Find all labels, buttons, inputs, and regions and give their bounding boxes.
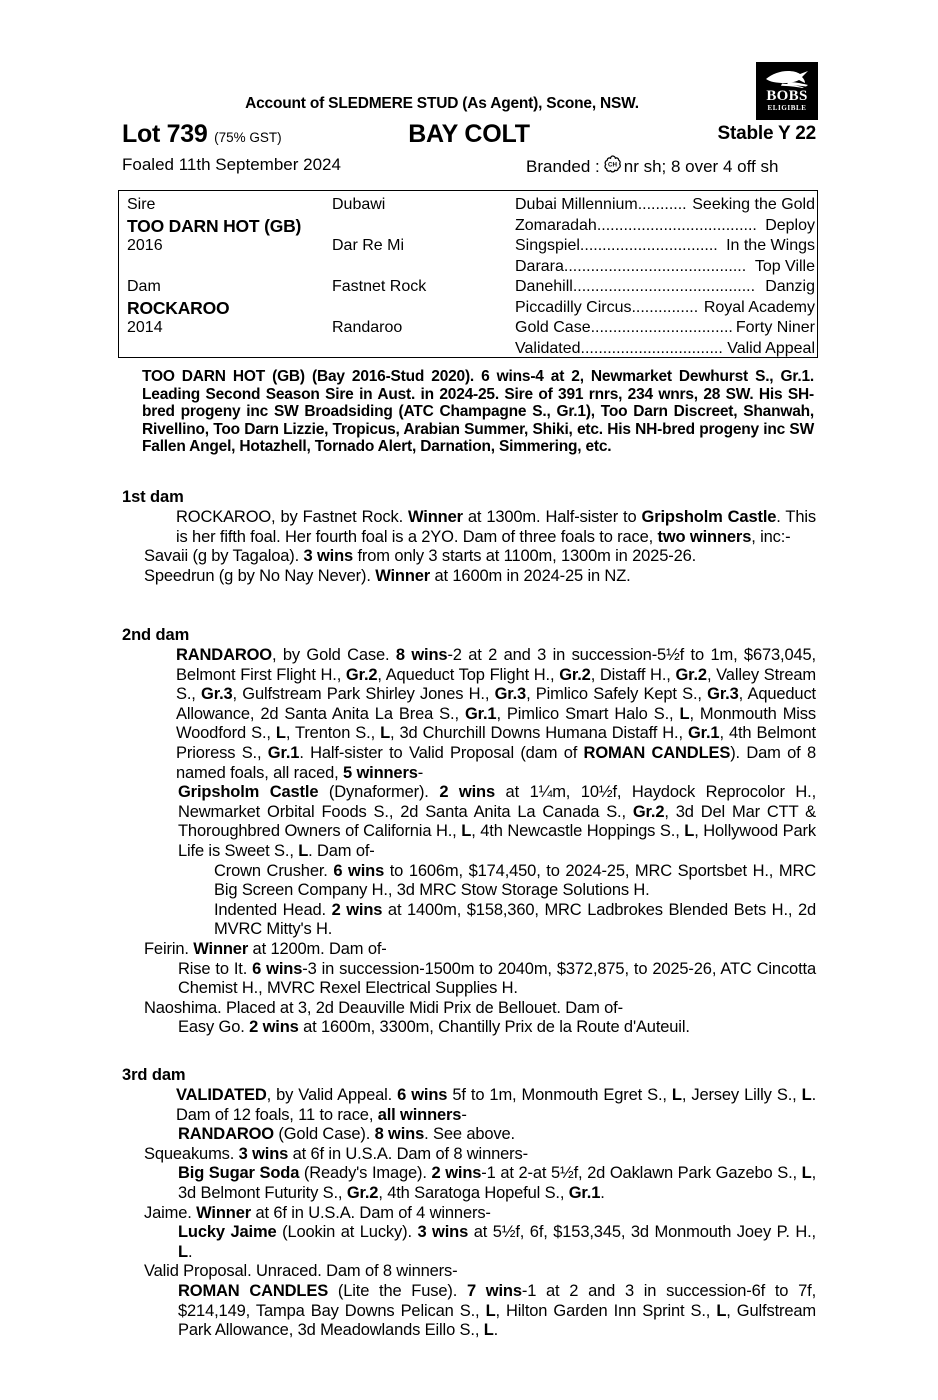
pedigree-col1: ROCKAROO: [127, 297, 230, 318]
third-dam-section: [122, 1066, 816, 1341]
pedigree-col1: Sire: [127, 196, 156, 213]
pedigree-col3-name: Validated................................: [515, 339, 723, 357]
pedigree-col3: [515, 339, 815, 360]
pedigree-col1: Dam: [127, 278, 161, 295]
first-dam-section: [122, 488, 816, 586]
pedigree-col3: [515, 257, 815, 278]
pedigree-col3-name: Danehill.........................................: [515, 278, 756, 295]
pedigree-entry: Easy Go. 2 wins at 1600m, 3300m, Chantilly Prix de la Route d'Auteuil.: [178, 1018, 690, 1037]
pedigree-row: [127, 236, 817, 257]
pedigree-col4: Royal Academy: [703, 298, 815, 316]
account-line: Account of SLEDMERE STUD (As Agent), Scone, NSW.: [245, 95, 639, 112]
brand-mark-icon: [603, 155, 622, 179]
pedigree-col4: In the Wings: [726, 237, 815, 254]
stable-number: Stable Y 22: [717, 123, 816, 144]
pedigree-entry: Big Sugar Soda (Ready's Image). 2 wins-1 at 2-at 5½f, 2d Oaklawn Park Gazebo S., L, 3d Belmont Futurity S., Gr.2, 4th Saratoga Hopeful S., Gr.1.: [178, 1164, 816, 1202]
pedigree-col2: Dubawi: [332, 196, 386, 213]
pedigree-col4: Deploy: [765, 216, 815, 234]
bobs-logo-subtitle: ELIGIBLE: [767, 104, 807, 112]
pedigree-entry: Feirin. Winner at 1200m. Dam of-: [144, 939, 387, 958]
second-dam-entries: [122, 646, 816, 1038]
pedigree-col1: 2014: [127, 319, 163, 336]
third-dam-heading: 3rd dam: [122, 1066, 186, 1084]
colour-and-sex: BAY COLT: [408, 120, 530, 148]
pedigree-col2: Randaroo: [332, 319, 403, 336]
pedigree-row: [127, 195, 817, 216]
pedigree-col3-name: Singspiel...............................: [515, 237, 718, 254]
branding-details: [526, 155, 778, 179]
pedigree-col3: [515, 277, 815, 298]
foaled-date: Foaled 11th September 2024: [122, 155, 341, 174]
first-dam-heading: 1st dam: [122, 488, 184, 506]
pedigree-col4: Top Ville: [754, 257, 815, 275]
pedigree-row: [127, 216, 817, 237]
pedigree-entry: Rise to It. 6 wins-3 in succession-1500m to 2040m, $372,875, to 2025-26, ATC Cincotta Chemist H., MVRC Rexel Electrical Supplies H.: [178, 959, 816, 998]
pedigree-col1: TOO DARN HOT (GB): [127, 215, 302, 236]
branded-description: nr sh; 8 over 4 off sh: [623, 157, 779, 176]
pedigree-col4: Forty Niner: [735, 319, 815, 336]
horse-head-icon: [764, 68, 810, 88]
bobs-logo-word: BOBS: [766, 88, 808, 104]
branded-label: Branded :: [526, 157, 600, 176]
pedigree-entry: ROCKAROO, by Fastnet Rock. Winner at 1300m. Half-sister to Gripsholm Castle. This is her fifth foal. Her fourth foal is a 2YO. Dam of three foals to race, two winners, inc:-: [176, 508, 816, 546]
pedigree-entry: Squeakums. 3 wins at 6f in U.S.A. Dam of 8 winners-: [144, 1144, 528, 1163]
pedigree-entry: Gripsholm Castle (Dynaformer). 2 wins at 1¼m, 10½f, Haydock Reprocolor H., Newmarket Orbital Foods S., 2d Santa Anita La Canada S., Gr.2, 3d Del Mar CTT & Thoroughbred Owners of California H., L, 4th Newcastle Hoppings S., L, Hollywood Park Life is Sweet S., L. Dam of-: [178, 783, 817, 860]
lot-number-text: Lot 739: [122, 120, 208, 148]
pedigree-entry: Speedrun (g by No Nay Never). Winner at 1600m in 2024-25 in NZ.: [144, 566, 631, 585]
second-dam-heading: 2nd dam: [122, 626, 190, 644]
pedigree-col2: Fastnet Rock: [332, 278, 427, 295]
pedigree-col3-name: Gold Case................................: [515, 319, 733, 336]
pedigree-col2: Dar Re Mi: [332, 237, 405, 254]
pedigree-row: [127, 277, 817, 298]
catalogue-page: [122, 0, 816, 1400]
pedigree-entry: Naoshima. Placed at 3, 2d Deauville Midi Prix de Bellouet. Dam of-: [144, 998, 623, 1017]
pedigree-entry: RANDAROO (Gold Case). 8 wins. See above.: [178, 1125, 515, 1144]
sire-summary-paragraph: TOO DARN HOT (GB) (Bay 2016-Stud 2020). 6 wins-4 at 2, Newmarket Dewhurst S., Gr.1. Leading Second Season Sire in Aust. in 2024-25. Sire of 391 rnrs, 234 wnrs, 28 SW. His SH-bred progeny inc SW Broadsiding (ATC Champagne S., Gr.1), Too Darn Discreet, Shanwah, Rivellino, Too Darn Lizzie, Tropicus, Arabian Summer, Shiki, etc. His NH-bred progeny inc SW Fallen Angel, Hotazhell, Tornado Alert, Darnation, Simmering, etc.: [142, 368, 814, 456]
pedigree-row: [127, 318, 817, 339]
pedigree-col4: Danzig: [765, 278, 815, 295]
pedigree-col1: 2016: [127, 237, 163, 254]
svg-text:CH: CH: [607, 161, 617, 169]
pedigree-entry: Savaii (g by Tagaloa). 3 wins from only 3 starts at 1100m, 1300m in 2025-26.: [144, 547, 697, 566]
pedigree-entry: RANDAROO, by Gold Case. 8 wins-2 at 2 and 3 in succession-5½f to 1m, $673,045, Belmont First Flight H., Gr.2, Aqueduct Top Flight H., Gr.2, Distaff H., Gr.2, Valley Stream S., Gr.3, Gulfstream Park Shirley Jones H., Gr.3, Pimlico Safely Kept S., Gr.3, Aqueduct Allowance, 2d Santa Anita La Brea S., Gr.1, Pimlico Smart Halo S., L, Monmouth Miss Woodford S., L, Trenton S., L, 3d Churchill Downs Humana Distaff H., Gr.1, 4th Belmont Prioress S., Gr.1. Half-sister to Valid Proposal (dam of ROMAN CANDLES). Dam of 8 named foals, all raced, 5 winners-: [176, 646, 817, 782]
pedigree-table: [118, 190, 818, 358]
pedigree-row: [127, 257, 817, 278]
pedigree-entry: Valid Proposal. Unraced. Dam of 8 winners-: [144, 1262, 458, 1281]
pedigree-col4: Valid Appeal: [727, 339, 815, 357]
pedigree-col3-name: Zomaradah....................................: [515, 216, 757, 234]
pedigree-col3-name: Dubai Millennium...........: [515, 196, 687, 213]
pedigree-col3: [515, 298, 815, 319]
pedigree-row: [127, 298, 817, 319]
pedigree-col3: [515, 318, 815, 339]
foaled-branded-row: [122, 155, 816, 179]
second-dam-section: [122, 626, 816, 1038]
lot-title-row: [122, 120, 816, 150]
pedigree-col3-name: Darara.........................................: [515, 257, 747, 275]
gst-note: (75% GST): [214, 130, 282, 145]
pedigree-entry: VALIDATED, by Valid Appeal. 6 wins 5f to 1m, Monmouth Egret S., L, Jersey Lilly S., L. Dam of 12 foals, 11 to race, all winners-: [176, 1086, 816, 1124]
pedigree-entry: Jaime. Winner at 6f in U.S.A. Dam of 4 winners-: [144, 1203, 491, 1222]
pedigree-col3-name: Piccadilly Circus...............: [515, 298, 699, 316]
pedigree-col3: [515, 216, 815, 237]
pedigree-entry: Crown Crusher. 6 wins to 1606m, $174,450, to 2024-25, MRC Sportsbet H., MRC Big Screen Company H., 3d MRC Stow Storage Solutions H.: [214, 861, 816, 900]
first-dam-entries: [122, 508, 816, 586]
bobs-eligible-logo: [756, 62, 818, 120]
pedigree-row: [127, 339, 817, 360]
pedigree-col3: [515, 236, 815, 257]
pedigree-entry: Indented Head. 2 wins at 1400m, $158,360, MRC Ladbrokes Blended Bets H., 2d MVRC Mitty's H.: [214, 900, 816, 939]
pedigree-col4: Seeking the Gold: [692, 196, 815, 213]
pedigree-entry: Lucky Jaime (Lookin at Lucky). 3 wins at 5½f, 6f, $153,345, 3d Monmouth Joey P. H., L.: [178, 1223, 816, 1261]
third-dam-entries: [122, 1086, 816, 1341]
pedigree-entry: ROMAN CANDLES (Lite the Fuse). 7 wins-1 at 2 and 3 in succession-6f to 7f, $214,149, Tampa Bay Downs Pelican S., L, Hilton Garden Inn Sprint S., L, Gulfstream Park Allowance, 3d Meadowlands Eillo S., L.: [178, 1281, 816, 1340]
pedigree-col3: [515, 195, 815, 216]
